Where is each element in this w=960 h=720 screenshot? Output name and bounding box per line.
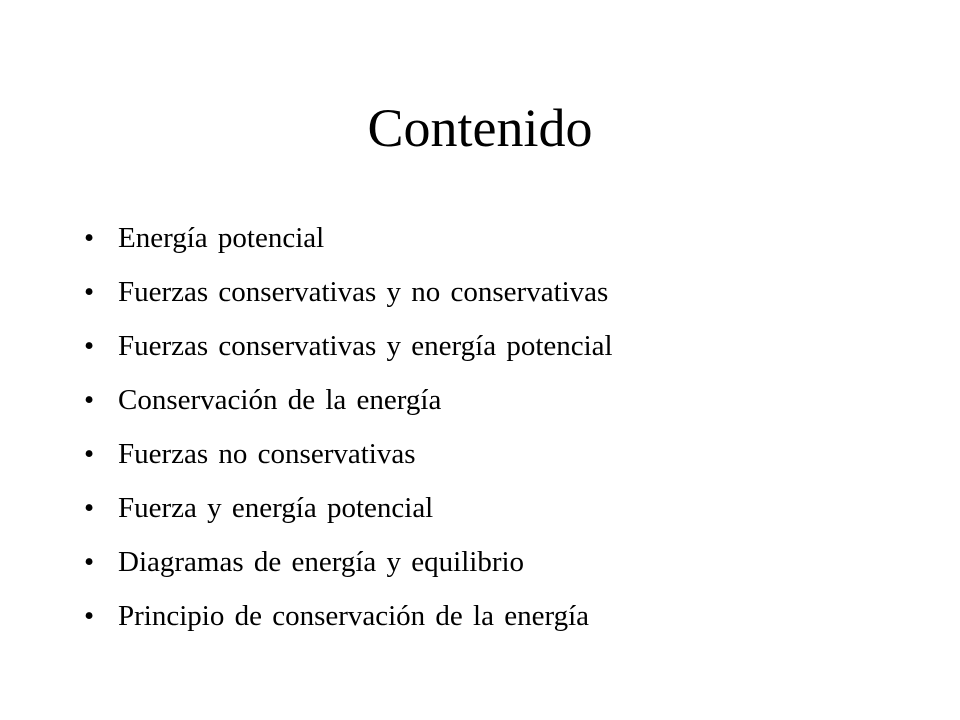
- bullet-text: Fuerza y energía potencial: [118, 492, 434, 524]
- bullet-icon: •: [84, 276, 95, 308]
- bullet-item: [84, 380, 904, 434]
- bullet-text: Diagramas de energía y equilibrio: [118, 546, 525, 578]
- bullet-icon: •: [84, 546, 95, 578]
- bullet-icon: •: [84, 384, 95, 416]
- bullet-icon: •: [84, 222, 95, 254]
- bullet-item: [84, 488, 904, 542]
- bullet-text: Fuerzas conservativas y energía potencial: [118, 330, 613, 362]
- bullet-text: Fuerzas conservativas y no conservativas: [118, 276, 609, 308]
- bullet-icon: •: [84, 330, 95, 362]
- bullet-text: Fuerzas no conservativas: [118, 438, 416, 470]
- bullet-icon: •: [84, 438, 95, 470]
- slide-title: Contenido: [367, 98, 593, 158]
- bullet-item: [84, 596, 904, 650]
- bullet-text: Energía potencial: [118, 222, 325, 254]
- bullet-item: [84, 218, 904, 272]
- bullet-item: [84, 272, 904, 326]
- bullet-list: [84, 218, 904, 650]
- bullet-icon: •: [84, 492, 95, 524]
- bullet-icon: •: [84, 600, 95, 632]
- bullet-item: [84, 326, 904, 380]
- bullet-item: [84, 434, 904, 488]
- bullet-text: Conservación de la energía: [118, 384, 442, 416]
- bullet-item: [84, 542, 904, 596]
- bullet-text: Principio de conservación de la energía: [118, 600, 590, 632]
